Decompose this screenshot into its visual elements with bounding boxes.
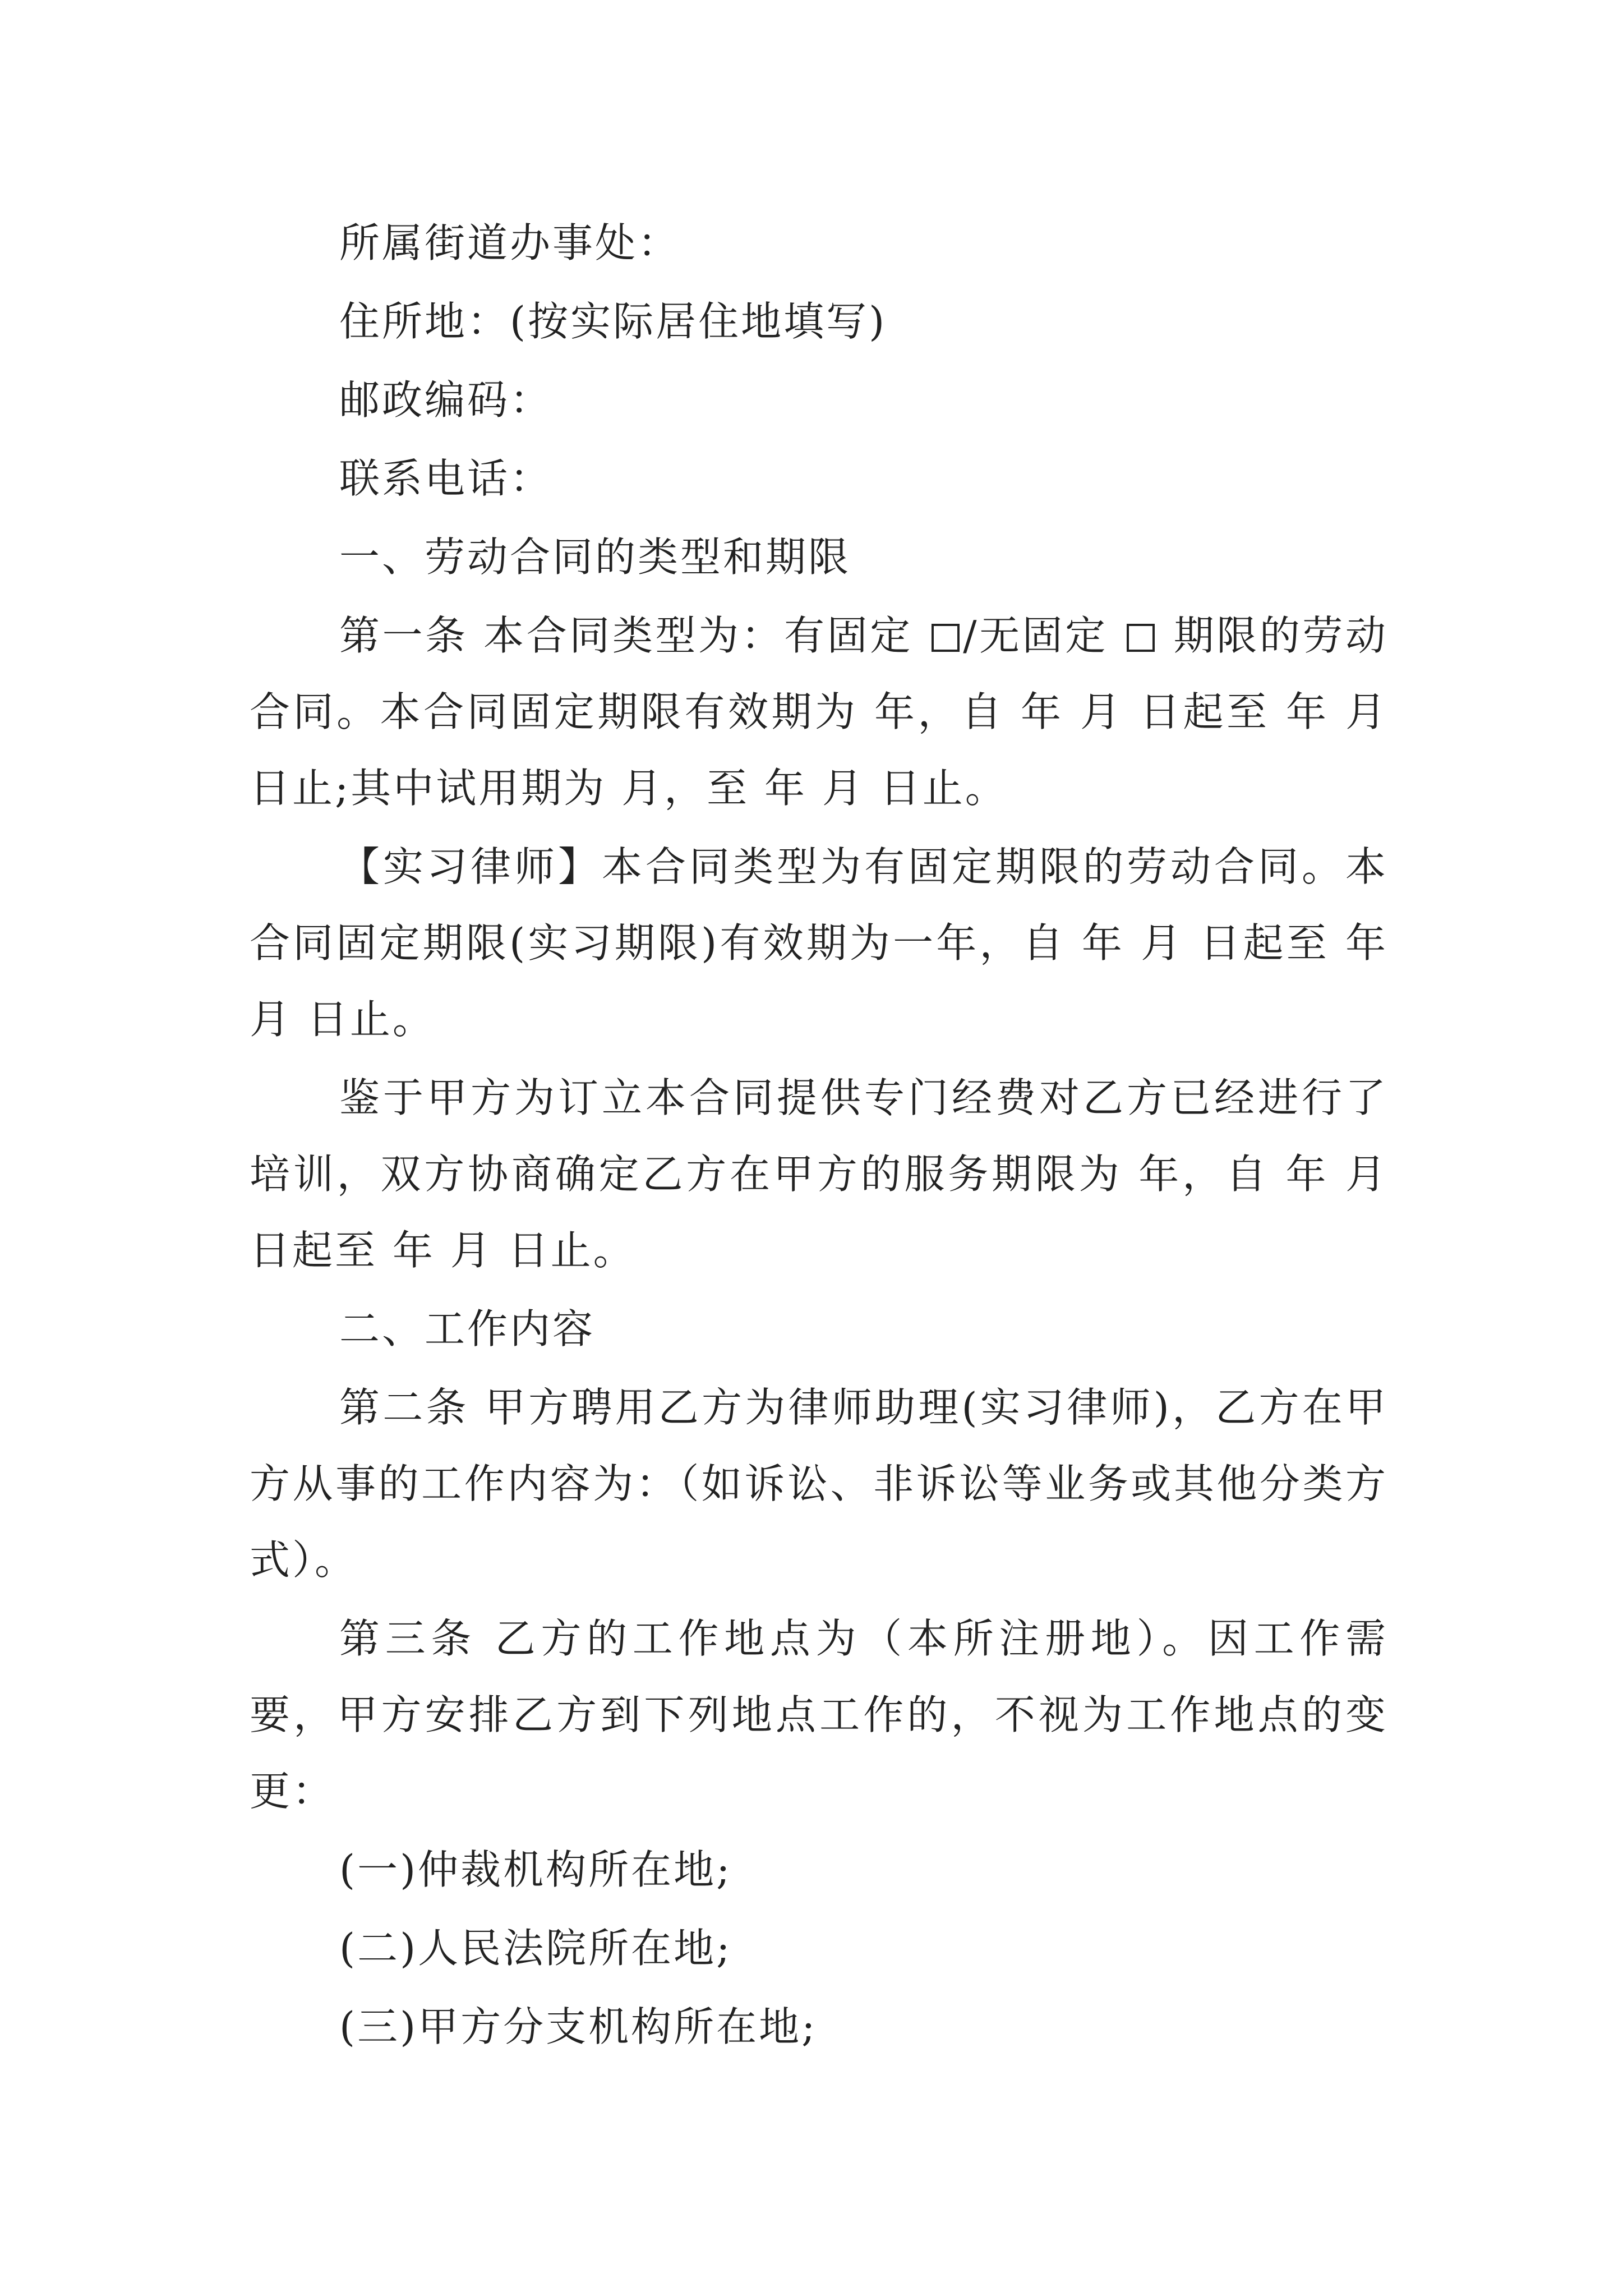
- list-item-branch: (三)甲方分支机构所在地;: [339, 2003, 818, 2050]
- postal-code-line: 邮政编码：: [339, 376, 553, 424]
- list-item-court: (二)人民法院所在地;: [339, 1925, 732, 1972]
- section-heading-work-content: 二、工作内容: [339, 1305, 596, 1352]
- fixed-term-checkbox[interactable]: [932, 624, 960, 652]
- list-item-arbitration: (一)仲裁机构所在地;: [339, 1846, 732, 1893]
- open-term-checkbox[interactable]: [1127, 624, 1155, 652]
- article-1-prefix: 第一条 本合同类型为：有固定: [339, 612, 929, 659]
- section-heading-contract-type: 一、劳动合同的类型和期限: [339, 533, 851, 581]
- phone-line: 联系电话：: [339, 455, 553, 502]
- service-period-clause: 鉴于甲方为订立本合同提供专门经费对乙方已经进行了培训，双方协商确定乙方在甲方的服务期限为 年，自 年 月 日起至 年 月 日止。: [250, 1074, 1388, 1274]
- residence-line: 住所地：(按实际居住地填写): [339, 298, 887, 345]
- article-2: 第二条 甲方聘用乙方为律师助理(实习律师)，乙方在甲方从事的工作内容为：（如诉讼、非诉讼等业务或其他分类方式）。: [250, 1384, 1388, 1584]
- document-body: [250, 205, 1388, 2065]
- article-3: 第三条 乙方的工作地点为（本所注册地）。因工作需要，甲方安排乙方到下列地点工作的，不视为工作地点的变更：: [250, 1615, 1388, 1815]
- intern-clause: 【实习律师】本合同类型为有固定期限的劳动合同。本合同固定期限(实习期限)有效期为一年，自 年 月 日起至 年 月 日止。: [250, 843, 1388, 1043]
- article-1-suffix: 期限的劳动合同。本合同固定期限有效期为 年，自 年 月 日起至 年 月 日止;其中试用期为 月，至 年 月 日止。: [250, 612, 1388, 812]
- article-1: [250, 597, 1388, 826]
- street-office-line: 所属街道办事处：: [339, 219, 681, 266]
- article-1-middle: /无固定: [963, 612, 1124, 659]
